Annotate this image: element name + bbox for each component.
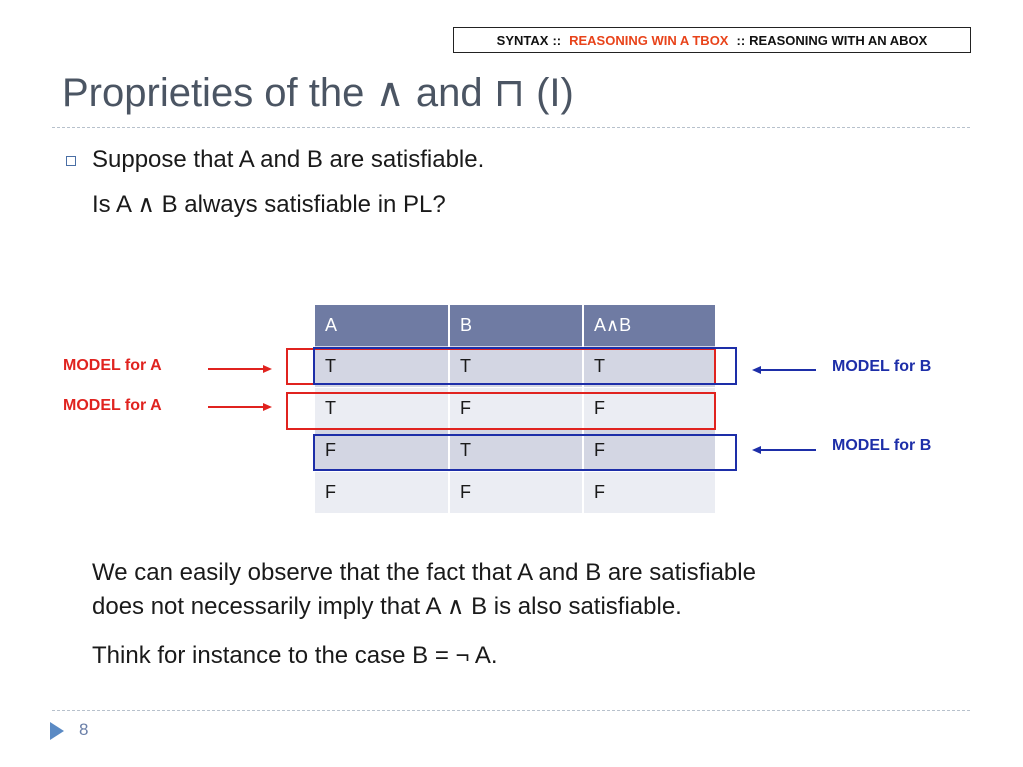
model-a-label: MODEL for A	[63, 397, 162, 414]
page-number: 8	[79, 720, 89, 739]
table-cell: F	[449, 388, 583, 430]
left-arrow-icon	[752, 366, 816, 374]
model-a-label: MODEL for A	[63, 357, 162, 374]
table-cell: F	[583, 430, 716, 472]
right-arrow-icon	[208, 403, 272, 411]
breadcrumb-separator: ::	[552, 32, 562, 48]
paragraph-line-1: We can easily observe that the fact that A and B are satisfiable	[92, 559, 756, 586]
right-arrow-icon	[208, 365, 272, 373]
bullet-line-2: Is A ∧ B always satisfiable in PL?	[92, 191, 446, 218]
breadcrumb-separator: ::	[736, 32, 746, 48]
footer-divider	[52, 710, 970, 711]
table-cell: F	[449, 472, 583, 514]
left-arrow-icon	[752, 446, 816, 454]
table-cell: T	[315, 346, 449, 388]
table-cell: F	[315, 430, 449, 472]
bullet-line-1: Suppose that A and B are satisfiable.	[92, 146, 485, 173]
table-cell: T	[315, 388, 449, 430]
table-cell: F	[315, 472, 449, 514]
slide-title: Proprieties of the ∧ and ⊓ (I)	[62, 71, 574, 115]
table-cell: T	[449, 346, 583, 388]
breadcrumb-item-tbox: REASONING WIN A TBOX	[569, 32, 729, 48]
breadcrumb-item-abox: REASONING WITH AN ABOX	[749, 32, 928, 48]
table-cell: T	[449, 430, 583, 472]
paragraph-line-2: does not necessarily imply that A ∧ B is also satisfiable.	[92, 593, 682, 620]
play-arrow-icon	[50, 722, 64, 740]
column-header: B	[449, 305, 583, 346]
breadcrumb-item-syntax: SYNTAX	[496, 32, 549, 48]
model-b-label: MODEL for B	[832, 437, 932, 454]
column-header: A∧B	[583, 305, 716, 346]
model-b-label: MODEL for B	[832, 358, 932, 375]
column-header: A	[315, 305, 449, 346]
table-cell: F	[583, 472, 716, 514]
paragraph-line-3: Think for instance to the case B = ¬ A.	[92, 642, 498, 669]
table-cell: F	[583, 388, 716, 430]
table-cell: T	[583, 346, 716, 388]
